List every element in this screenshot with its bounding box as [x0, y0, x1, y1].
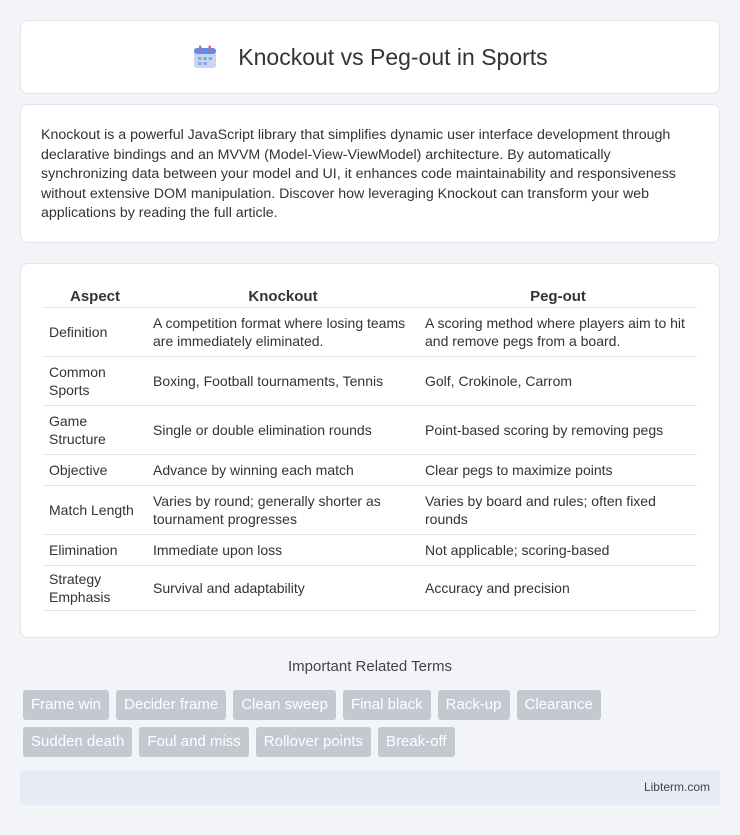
- cell-peg-out: Point-based scoring by removing pegs: [419, 406, 697, 455]
- table-row: [43, 455, 697, 486]
- intro-text: Knockout is a powerful JavaScript library that simplifies dynamic user interface development through declarative bindings and an MVVM (Model-View-ViewModel) architecture. By automatically synchronizing data between your model and UI, it enhances code maintainability and responsiveness without extensive DOM manipulation. Discover how leveraging Knockout can transform your web applications by reading the full article.: [41, 127, 676, 222]
- cell-knockout: Advance by winning each match: [147, 455, 419, 486]
- cell-peg-out: Varies by board and rules; often fixed rounds: [419, 486, 697, 535]
- table-row: [43, 357, 697, 406]
- related-terms-tags: [23, 690, 723, 764]
- intro-card: [20, 104, 720, 243]
- header-card: [20, 20, 720, 94]
- table-header-row: [43, 284, 697, 308]
- footer-site-link[interactable]: Libterm.com: [643, 780, 710, 794]
- table-row: [43, 406, 697, 455]
- cell-knockout: A competition format where losing teams are immediately eliminated.: [147, 308, 419, 357]
- tag-final-black[interactable]: Final black: [343, 690, 431, 720]
- cell-knockout: Single or double elimination rounds: [147, 406, 419, 455]
- tag-decider-frame[interactable]: Decider frame: [116, 690, 226, 720]
- tag-clean-sweep[interactable]: Clean sweep: [233, 690, 336, 720]
- table-row: [43, 535, 697, 566]
- footer-bar: [20, 770, 720, 805]
- cell-knockout: Immediate upon loss: [147, 535, 419, 566]
- cell-knockout: Varies by round; generally shorter as tournament progresses: [147, 486, 419, 535]
- header-knockout: Knockout: [147, 284, 419, 308]
- table-row: [43, 486, 697, 535]
- tag-rack-up[interactable]: Rack-up: [438, 690, 510, 720]
- cell-peg-out: Clear pegs to maximize points: [419, 455, 697, 486]
- tag-foul-and-miss[interactable]: Foul and miss: [139, 727, 248, 757]
- comparison-table: [43, 284, 697, 611]
- cell-aspect: Objective: [43, 455, 147, 486]
- page-title: Knockout vs Peg-out in Sports: [238, 43, 548, 70]
- table-row: [43, 566, 697, 611]
- related-terms-title: Important Related Terms: [288, 658, 452, 675]
- table-row: [43, 308, 697, 357]
- tag-clearance[interactable]: Clearance: [517, 690, 601, 720]
- cell-knockout: Boxing, Football tournaments, Tennis: [147, 357, 419, 406]
- comparison-table-card: [20, 263, 720, 638]
- tag-sudden-death[interactable]: Sudden death: [23, 727, 132, 757]
- cell-knockout: Survival and adaptability: [147, 566, 419, 611]
- tag-break-off[interactable]: Break-off: [378, 727, 455, 757]
- cell-peg-out: Accuracy and precision: [419, 566, 697, 611]
- calendar-icon: [192, 44, 218, 70]
- cell-peg-out: Golf, Crokinole, Carrom: [419, 357, 697, 406]
- cell-aspect: Common Sports: [43, 357, 147, 406]
- cell-peg-out: Not applicable; scoring-based: [419, 535, 697, 566]
- tag-row: [23, 727, 723, 757]
- cell-aspect: Elimination: [43, 535, 147, 566]
- cell-aspect: Strategy Emphasis: [43, 566, 147, 611]
- header-peg-out: Peg-out: [419, 284, 697, 308]
- tag-row: [23, 690, 723, 720]
- cell-aspect: Match Length: [43, 486, 147, 535]
- cell-aspect: Game Structure: [43, 406, 147, 455]
- cell-aspect: Definition: [43, 308, 147, 357]
- cell-peg-out: A scoring method where players aim to hit and remove pegs from a board.: [419, 308, 697, 357]
- tag-frame-win[interactable]: Frame win: [23, 690, 109, 720]
- tag-rollover-points[interactable]: Rollover points: [256, 727, 371, 757]
- header-aspect: Aspect: [43, 284, 147, 308]
